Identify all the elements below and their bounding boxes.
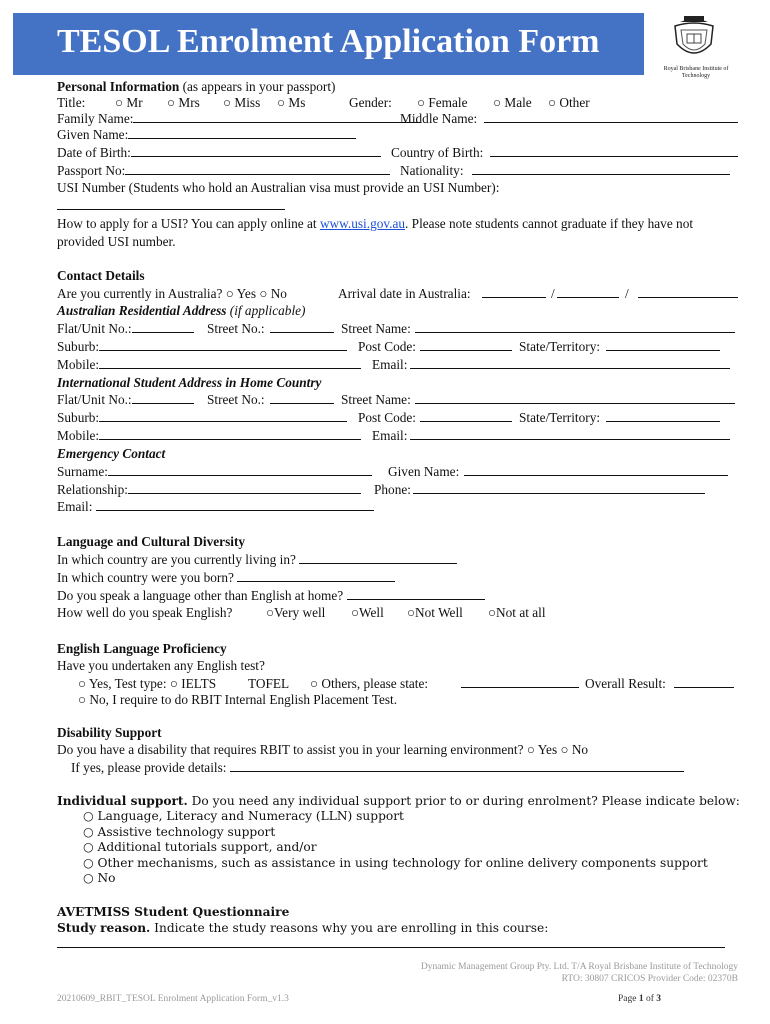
emergency-relationship-label: Relationship: (57, 482, 128, 497)
form-title: TESOL Enrolment Application Form (57, 23, 600, 60)
intl-street-no-field[interactable] (270, 391, 334, 404)
english-very-well-radio[interactable]: ○ Very well (266, 604, 325, 621)
test-tofel-label[interactable]: TOFEL (248, 676, 290, 691)
family-name-row (57, 110, 478, 127)
support-other-checkbox[interactable]: ○ Other mechanisms, such as assistance in using technology for online delivery components support (83, 856, 708, 872)
emergency-relationship-field[interactable] (128, 481, 361, 494)
aus-suburb-field[interactable] (99, 338, 347, 351)
individual-support-options (83, 809, 708, 887)
emergency-surname-label: Surname: (57, 464, 108, 479)
date-slash-2: / (625, 286, 629, 301)
aus-flat-label: Flat/Unit No.: (57, 321, 132, 336)
nationality-label: Nationality: (400, 163, 464, 178)
footer-rto: RTO: 30807 CRICOS Provider Code: 02370B (561, 974, 738, 984)
passport-label: Passport No: (57, 163, 126, 178)
title-mrs-radio[interactable]: ○ Mrs (167, 94, 200, 111)
other-language-row (57, 587, 485, 604)
title-banner (13, 13, 644, 75)
living-country-label: In which country are you currently living in? (57, 552, 296, 567)
aus-state-field[interactable] (606, 338, 720, 351)
emergency-given-name-field[interactable] (464, 463, 728, 476)
usi-help-text-cont: . Please note students cannot graduate if they have not (405, 216, 694, 231)
intl-mobile-row (57, 427, 408, 444)
disability-heading: Disability Support (57, 725, 162, 740)
study-reason-label: Study reason. (57, 921, 151, 935)
english-level-row (57, 604, 546, 621)
overall-result-label: Overall Result: (585, 676, 666, 691)
title-miss-radio[interactable]: ○ Miss (223, 94, 260, 111)
country-birth-field[interactable] (490, 144, 738, 157)
in-australia-no-radio[interactable]: ○ No (259, 286, 287, 301)
dob-label: Date of Birth: (57, 145, 131, 160)
family-name-label: Family Name: (57, 111, 134, 126)
english-not-well-radio[interactable]: ○ Not Well (407, 604, 463, 621)
title-mr-radio[interactable]: ○ Mr (115, 94, 143, 111)
given-name-row (57, 126, 356, 143)
english-well-radio[interactable]: ○ Well (351, 604, 384, 621)
aus-street-no-label: Street No.: (207, 321, 265, 336)
aus-suburb-label: Suburb: (57, 339, 100, 354)
nationality-field[interactable] (472, 162, 730, 175)
intl-state-field[interactable] (606, 409, 720, 422)
middle-name-field[interactable] (484, 110, 738, 123)
born-country-field[interactable] (237, 569, 395, 582)
personal-heading-note: (as appears in your passport) (182, 79, 336, 94)
usi-field[interactable] (57, 197, 285, 210)
test-others-field[interactable] (461, 675, 579, 688)
disability-details-row (71, 759, 684, 776)
support-no-checkbox[interactable]: ○ No (83, 871, 708, 887)
intl-mobile-label: Mobile: (57, 428, 100, 443)
gender-label: Gender: (349, 95, 392, 110)
intl-street-name-label: Street Name: (341, 392, 411, 407)
intl-mobile-field[interactable] (99, 427, 361, 440)
aus-suburb-row (57, 338, 601, 355)
individual-support-question: Do you need any individual support prior to or during enrolment? Please indicate below: (187, 794, 740, 808)
aus-mobile-label: Mobile: (57, 357, 100, 372)
usi-field-row (57, 197, 285, 214)
intl-flat-field[interactable] (132, 391, 194, 404)
intl-suburb-row (57, 409, 601, 426)
aus-flat-row (57, 320, 411, 337)
support-assistive-checkbox[interactable]: ○ Assistive technology support (83, 825, 708, 841)
date-slash-1: / (551, 286, 555, 301)
language-heading: Language and Cultural Diversity (57, 534, 246, 549)
support-lln-checkbox[interactable]: ○ Language, Literacy and Numeracy (LLN) support (83, 809, 708, 825)
intl-postcode-label: Post Code: (358, 410, 416, 425)
page-indicator: Page 1 of 3 (618, 994, 662, 1004)
intl-flat-row (57, 391, 411, 408)
usi-help-row-2 (57, 233, 176, 250)
aus-address-heading: Australian Residential Address (57, 303, 227, 318)
emergency-email-row (57, 498, 374, 515)
middle-name-label: Middle Name: (400, 111, 478, 126)
passport-field[interactable] (125, 162, 390, 175)
contact-heading: Contact Details (57, 268, 145, 283)
test-no-label: No, I require to do RBIT Internal English Placement Test. (89, 692, 398, 707)
aus-email-field[interactable] (410, 356, 730, 369)
personal-heading: Personal Information (57, 79, 180, 94)
intl-state-label: State/Territory: (519, 410, 601, 425)
arrival-year-field[interactable] (638, 285, 738, 298)
in-australia-yes-radio[interactable]: ○ Yes (226, 286, 256, 301)
gender-other-radio[interactable]: ○ Other (548, 94, 590, 111)
if-applicable-note: (if applicable) (229, 303, 306, 318)
usi-help-row (57, 215, 693, 232)
disability-details-label: If yes, please provide details: (71, 760, 227, 775)
emergency-phone-field[interactable] (413, 481, 705, 494)
born-country-row (57, 569, 395, 586)
english-not-at-all-radio[interactable]: ○ Not at all (488, 604, 546, 621)
avetmiss-heading: AVETMISS Student Questionnaire (57, 905, 290, 919)
family-name-field[interactable] (133, 110, 420, 123)
intl-flat-label: Flat/Unit No.: (57, 392, 132, 407)
intl-email-label: Email: (372, 428, 408, 443)
passport-row (57, 162, 464, 179)
test-ielts-radio[interactable]: ○ IELTS (170, 676, 216, 691)
support-tutorials-checkbox[interactable]: ○ Additional tutorials support, and/or (83, 840, 708, 856)
given-name-field[interactable] (128, 126, 356, 139)
intl-address-heading: International Student Address in Home Country (57, 375, 322, 390)
english-test-yes-row (78, 675, 666, 692)
intl-email-field[interactable] (410, 427, 730, 440)
english-test-question: Have you undertaken any English test? (57, 658, 265, 673)
emergency-email-field[interactable] (96, 498, 374, 511)
intl-street-no-label: Street No.: (207, 392, 265, 407)
aus-flat-field[interactable] (132, 320, 194, 333)
test-no-radio[interactable] (78, 691, 397, 708)
title-ms-radio[interactable]: ○ Ms (277, 94, 305, 111)
emergency-surname-field[interactable] (108, 463, 372, 476)
usi-link[interactable]: www.usi.gov.au (319, 216, 406, 231)
disability-no-radio[interactable]: ○ No (560, 742, 588, 757)
disability-yes-radio[interactable]: ○ Yes (527, 742, 557, 757)
living-country-field[interactable] (299, 551, 457, 564)
english-level-label: How well do you speak English? (57, 605, 233, 620)
gender-male-radio[interactable]: ○ Male (493, 94, 532, 111)
intl-postcode-field[interactable] (420, 409, 512, 422)
footer-doc-id: 20210609_RBIT_TESOL Enrolment Application Form_v1.3 (57, 994, 289, 1004)
disability-question: Do you have a disability that requires RBIT to assist you in your learning environment? (57, 742, 524, 757)
aus-street-no-field[interactable] (270, 320, 334, 333)
arrival-month-field[interactable] (557, 285, 619, 298)
aus-email-label: Email: (372, 357, 408, 372)
intl-suburb-field[interactable] (99, 409, 347, 422)
dob-row (57, 144, 484, 161)
test-others-radio[interactable]: ○ Others, please state: (310, 675, 428, 692)
usi-label-row (57, 179, 499, 196)
intl-suburb-label: Suburb: (57, 410, 100, 425)
proficiency-heading: English Language Proficiency (57, 641, 227, 656)
emergency-given-name-label: Given Name: (388, 464, 460, 479)
study-reason-field[interactable] (57, 935, 725, 948)
study-reason-text: Indicate the study reasons why you are enrolling in this course: (150, 921, 549, 935)
title-gender-row (57, 94, 590, 111)
aus-mobile-field[interactable] (99, 356, 361, 369)
personal-heading-row (57, 78, 335, 95)
arrival-label: Arrival date in Australia: (338, 286, 471, 301)
aus-mobile-row (57, 356, 408, 373)
aus-address-heading-row (57, 302, 305, 319)
footer-org: Dynamic Management Group Pty. Ltd. T/A Royal Brisbane Institute of Technology (420, 962, 738, 972)
dob-field[interactable] (131, 144, 381, 157)
in-australia-label: Are you currently in Australia? (57, 286, 223, 301)
born-country-label: In which country were you born? (57, 570, 234, 585)
other-language-label: Do you speak a language other than English at home? (57, 588, 344, 603)
arrival-day-field[interactable] (482, 285, 546, 298)
intl-street-name-field[interactable] (415, 391, 735, 404)
in-australia-row (57, 285, 629, 302)
country-birth-label: Country of Birth: (391, 145, 484, 160)
aus-postcode-field[interactable] (420, 338, 512, 351)
aus-street-name-field[interactable] (415, 320, 735, 333)
aus-street-name-label: Street Name: (341, 321, 411, 336)
emergency-relationship-row (57, 481, 411, 498)
aus-postcode-label: Post Code: (358, 339, 416, 354)
gender-female-radio[interactable]: ○ Female (417, 94, 468, 111)
living-country-row (57, 551, 457, 568)
given-name-label: Given Name: (57, 127, 129, 142)
aus-state-label: State/Territory: (519, 339, 601, 354)
emergency-phone-label: Phone: (374, 482, 411, 497)
usi-help-text: How to apply for a USI? You can apply online at (57, 216, 320, 231)
overall-result-field[interactable] (674, 675, 734, 688)
disability-details-field[interactable] (230, 759, 684, 772)
individual-support-heading: Individual support. (57, 794, 188, 808)
individual-support-row (57, 793, 740, 810)
logo-caption: Royal Brisbane Institute of Technology (663, 66, 729, 79)
other-language-field[interactable] (347, 587, 485, 600)
emergency-heading: Emergency Contact (57, 446, 166, 461)
usi-help-text-line2: provided USI number. (57, 234, 176, 249)
disability-question-row (57, 741, 588, 758)
usi-label: USI Number (Students who hold an Australian visa must provide an USI Number): (57, 180, 500, 195)
study-reason-line-row (57, 935, 725, 952)
test-yes-radio[interactable]: ○ Yes, Test type: (78, 676, 167, 691)
title-label: Title: (57, 95, 86, 110)
emergency-surname-row (57, 463, 460, 480)
emergency-email-label: Email: (57, 499, 96, 514)
